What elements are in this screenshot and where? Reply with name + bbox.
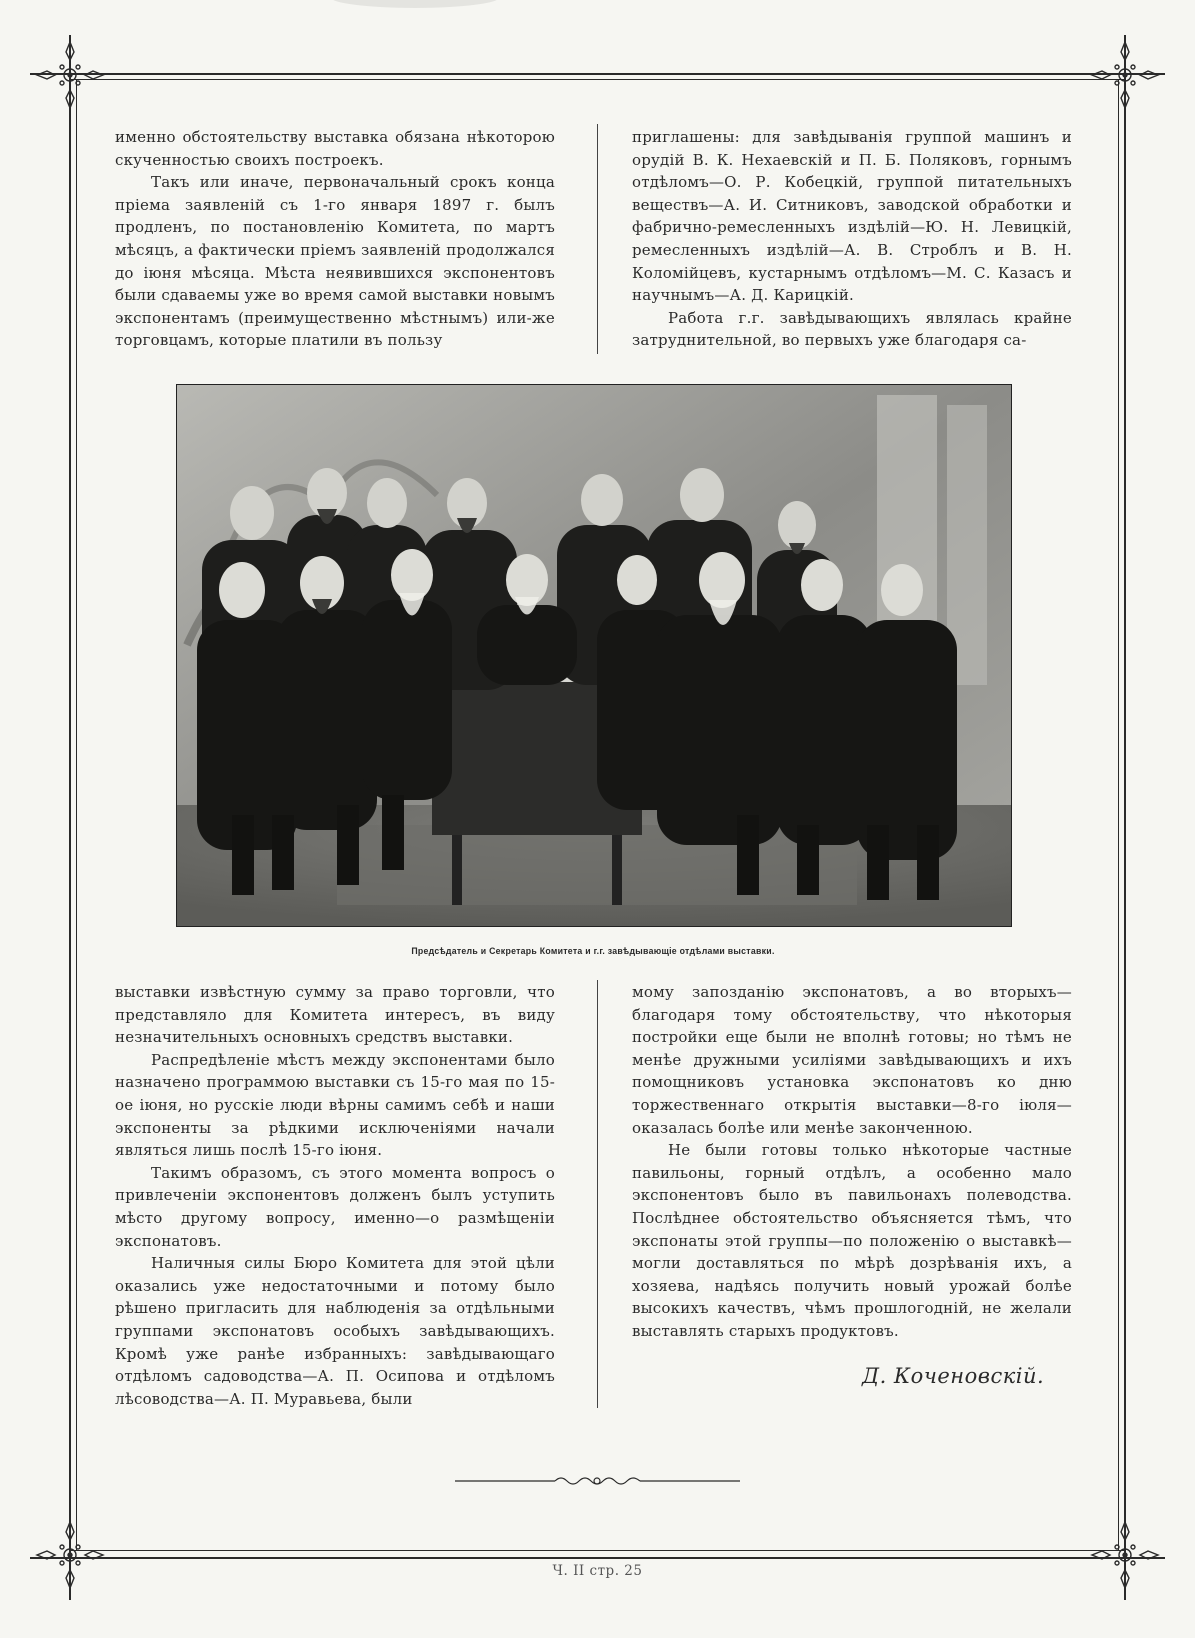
group-photograph (176, 384, 1012, 927)
paragraph: мому запозданію экспонатовъ, а во вторыхъ—благодаря тому обстоятельству, что нѣкоторыя постройки еще были не вполнѣ готовы; но тѣмъ не менѣе дружными усиліями завѣдывающихъ и ихъ помощниковъ установка экспонатовъ ко дню торжественнаго открытія выставки—8-го іюля—оказалась болѣе или менѣе законченною. (632, 983, 1072, 1137)
paragraph: Работа г.г. завѣдывающихъ являлась крайне затруднительной, во первыхъ уже благодаря са- (632, 308, 1072, 350)
frame-top-outer (30, 73, 1165, 75)
column-divider (597, 980, 598, 1408)
right-column-top (632, 126, 1072, 352)
left-column-top (115, 126, 555, 352)
corner-ornament-icon (1080, 30, 1170, 120)
right-column-bottom (632, 981, 1072, 1343)
corner-ornament-icon (25, 1510, 115, 1600)
photo-caption: Предсѣдатель и Секретарь Комитета и г.г. завѣдывающіе отдѣлами выставки. (411, 946, 775, 957)
frame-right-inner (1118, 80, 1119, 1550)
paragraph: Такимъ образомъ, съ этого момента вопросъ о привлеченіи экспонентовъ долженъ былъ уступить мѣсто другому вопросу, именно—о размѣщеніи экспонатовъ. (115, 1163, 555, 1250)
paragraph: именно обстоятельству выставка обязана нѣкоторою скученностью своихъ построекъ. (115, 128, 555, 169)
top-smudge (330, 0, 500, 8)
paragraph: приглашены: для завѣдыванія группой машинъ и орудій В. К. Нехаевскій и П. Б. Поляковъ, горнымъ отдѣломъ—О. Р. Кобецкій, группой питательныхъ веществъ—А. И. Ситниковъ, заводской обработки и фабрично-ремесленныхъ издѣлій—Ю. Н. Левицкій, ремесленныхъ издѣлій—А. В. Строблъ и В. Н. Коломійцевъ, кустарнымъ отдѣломъ—М. С. Казасъ и научнымъ—А. Д. Карицкій. (632, 128, 1072, 305)
left-column-bottom (115, 981, 555, 1410)
column-divider (597, 124, 598, 354)
paragraph: Не были готовы только нѣкоторые частные павильоны, горный отдѣлъ, а особенно мало экспонентовъ было въ павильонахъ полеводства. Послѣднее обстоятельство объясняется тѣмъ, что экспонаты этой группы—по положенію о выставкѣ—могли доставляться по мѣрѣ дозрѣванія ихъ, а хозяева, надѣясь получить новый урожай болѣе высокихъ качествъ, чѣмъ прошлогодній, не желали выставлять старыхъ продуктовъ. (632, 1141, 1072, 1340)
paragraph: Распредѣленіе мѣстъ между экспонентами было назначено программою выставки съ 15-го мая по 15-ое іюня, но русскіе люди вѣрны самимъ себѣ и наши экспоненты за рѣдкими исключеніями начали являться лишь послѣ 15-го іюня. (115, 1050, 555, 1160)
corner-ornament-icon (25, 30, 115, 120)
frame-top-inner (70, 79, 1125, 80)
page-number: Ч. II стр. 25 (552, 1563, 643, 1579)
frame-bottom-outer (30, 1557, 1165, 1559)
corner-ornament-icon (1080, 1510, 1170, 1600)
paragraph: выставки извѣстную сумму за право торговли, что представляло для Комитета интересъ, въ виду незначительныхъ основныхъ средствъ выставки. (115, 983, 555, 1047)
decorative-divider-icon (455, 1473, 740, 1489)
frame-left-outer (69, 35, 71, 1600)
frame-left-inner (76, 80, 77, 1550)
frame-bottom-inner (70, 1550, 1125, 1551)
frame-right-outer (1124, 35, 1126, 1600)
paragraph: Наличныя силы Бюро Комитета для этой цѣли оказались уже недостаточными и потому было рѣшено пригласить для наблюденія за отдѣльными группами экспонатовъ особыхъ завѣдывающихъ. Кромѣ уже ранѣе избранныхъ: завѣдывающаго отдѣломъ садоводства—А. П. Осипова и отдѣломъ лѣсоводства—А. П. Муравьева, были (115, 1254, 555, 1408)
paragraph: Такъ или иначе, первоначальный срокъ конца пріема заявленій съ 1-го января 1897 г. былъ продленъ, по постановленію Комитета, по мартъ мѣсяцъ, а фактически пріемъ заявленій продолжался до іюня мѣсяца. Мѣста неявившихся экспонентовъ были сдаваемы уже во время самой выставки новымъ экспонентамъ (преимущественно мѣстнымъ) или-же торговцамъ, которые платили въ пользу (115, 173, 555, 350)
group-photo-illustration (177, 385, 1011, 926)
author-signature: Д. Коченовскій. (862, 1364, 1045, 1388)
